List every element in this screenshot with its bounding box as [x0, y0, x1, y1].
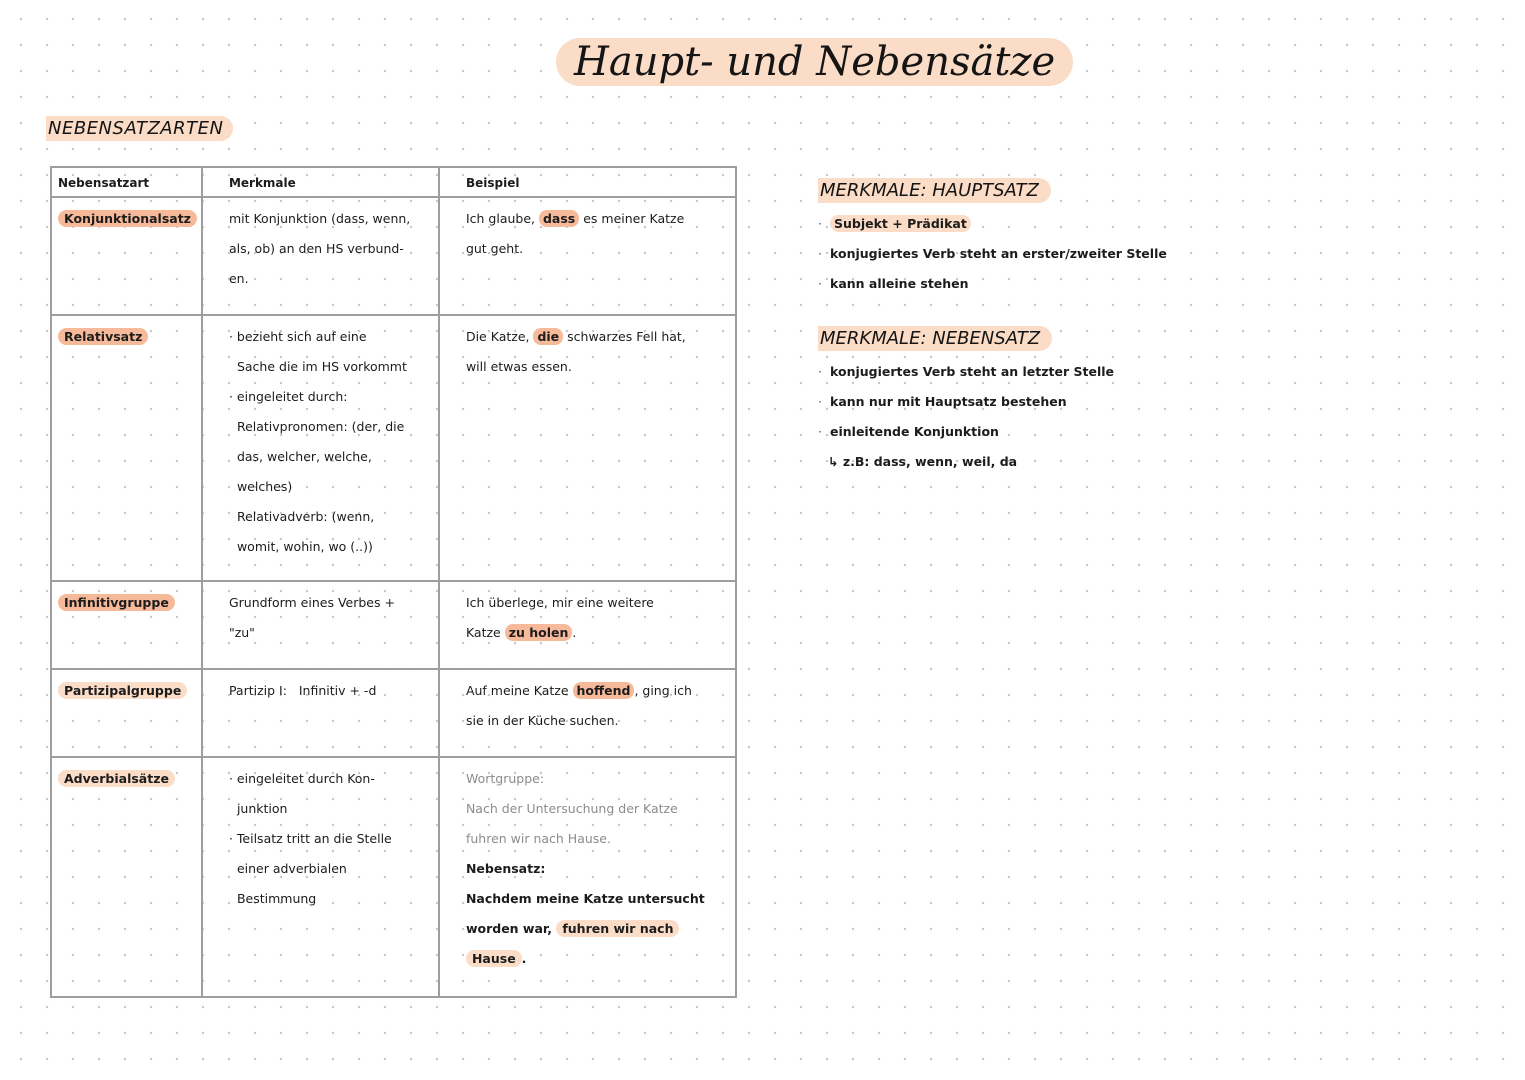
- nebensatz-panel: [818, 326, 1114, 477]
- example: Auf meine Katze hoffend , ging ich sie in der Küche suchen.: [465, 683, 692, 728]
- features: mit Konjunktion (dass, wenn, als, ob) an den HS verbund- en.: [228, 211, 411, 286]
- type-label: Infinitivgruppe: [58, 594, 175, 611]
- hauptsatz-list: [818, 209, 1167, 299]
- list-item: · kann alleine stehen: [818, 276, 969, 291]
- highlight-mark: Hause: [466, 950, 522, 967]
- example: Die Katze, die schwarzes Fell hat, will etwas essen.: [465, 329, 686, 374]
- hauptsatz-heading: MERKMALE: HAUPTSATZ: [818, 178, 1051, 203]
- list-item: · kann nur mit Hauptsatz bestehen: [818, 394, 1067, 409]
- table-row: [51, 581, 736, 669]
- features: Partizip I: Infinitiv + -d: [228, 683, 377, 698]
- list-sub-item: ↳ z.B: dass, wenn, weil, da: [828, 454, 1018, 469]
- type-label: Adverbialsätze: [58, 770, 175, 787]
- features: · eingeleitet durch Kon- junktion · Teilsatz tritt an die Stelle einer adverbialen Bestimmung: [228, 771, 392, 906]
- example: Wortgruppe: Nach der Untersuchung der Katze fuhren wir nach Hause. Nebensatz: Nachdem meine Katze untersucht worden war, fuhren wir nach Hause .: [465, 771, 705, 966]
- nebensatz-heading: MERKMALE: NEBENSATZ: [818, 326, 1052, 351]
- list-item: · konjugiertes Verb steht an erster/zweiter Stelle: [818, 246, 1167, 261]
- features: · bezieht sich auf eine Sache die im HS vorkommt · eingeleitet durch: Relativpronomen: (der, die das, welcher, welche, welches) Relativadverb: (wenn, womit, wohin, wo (..)): [228, 329, 407, 554]
- list-item: · konjugiertes Verb steht an letzter Stelle: [818, 364, 1114, 379]
- highlight-mark: zu holen: [505, 624, 573, 641]
- example: Ich überlege, mir eine weitere Katze zu holen .: [465, 595, 654, 640]
- page-title: Haupt- und Nebensätze: [556, 38, 1073, 86]
- highlight-mark: fuhren wir nach: [556, 920, 679, 937]
- highlight-mark: dass: [539, 210, 579, 227]
- list-item: · einleitende Konjunktion: [818, 424, 999, 439]
- list-item: · Subjekt + Prädikat: [818, 209, 1167, 239]
- highlight-mark: die: [533, 328, 563, 345]
- section-heading: NEBENSATZARTEN: [46, 116, 233, 141]
- nebensatz-list: [818, 357, 1114, 477]
- hauptsatz-panel: [818, 178, 1167, 299]
- header-cell: Nebensatzart: [51, 167, 202, 197]
- table-row: [51, 757, 736, 997]
- header-cell: Beispiel: [439, 167, 736, 197]
- features: Grundform eines Verbes + "zu": [228, 595, 395, 640]
- type-label: Relativsatz: [58, 328, 148, 345]
- type-label: Partizipalgruppe: [58, 682, 187, 699]
- table-header-row: [51, 167, 736, 197]
- nebensatz-table: [50, 166, 737, 998]
- table-row: [51, 197, 736, 315]
- type-label: Konjunktionalsatz: [58, 210, 197, 227]
- header-cell: Merkmale: [202, 167, 439, 197]
- highlight-mark: hoffend: [573, 682, 635, 699]
- table-row: [51, 669, 736, 757]
- table-row: [51, 315, 736, 581]
- example: Ich glaube, dass es meiner Katze gut geht.: [465, 211, 685, 256]
